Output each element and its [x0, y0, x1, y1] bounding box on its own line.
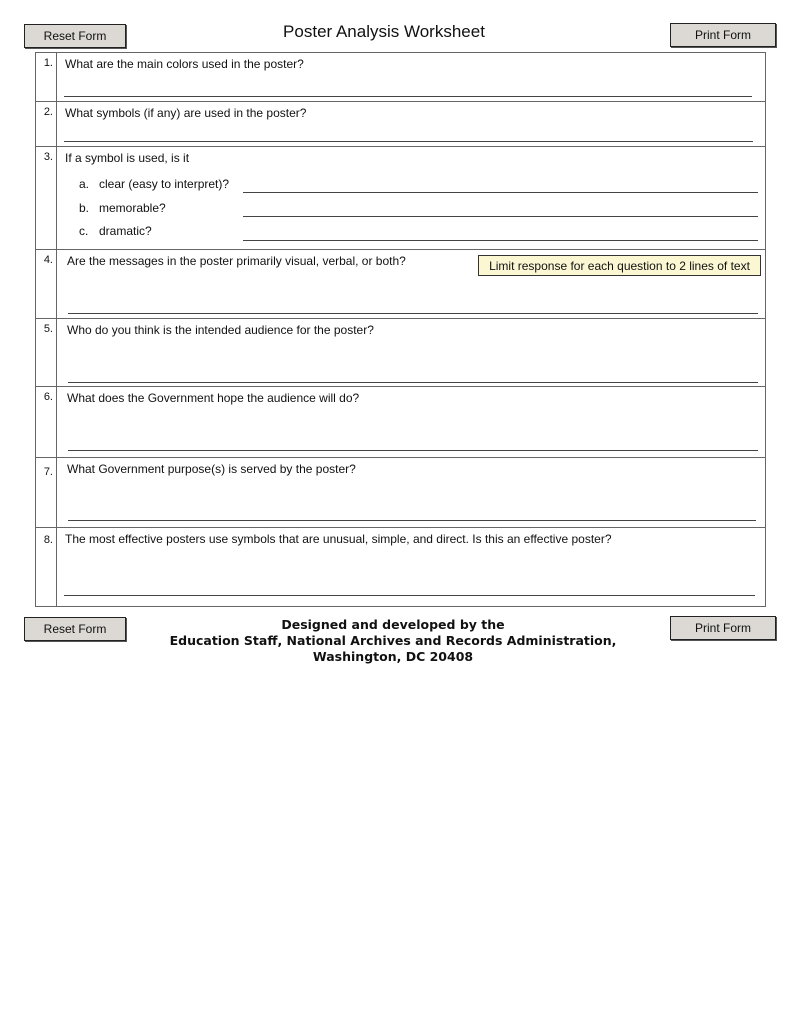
- sub-question-a: [79, 177, 229, 191]
- credits-line-3: Washington, DC 20408: [312, 649, 474, 664]
- question-text: What Government purpose(s) is served by the poster?: [67, 462, 356, 476]
- response-limit-note: Limit response for each question to 2 lines of text: [478, 255, 761, 276]
- credits-footer: [0, 617, 786, 665]
- question-row-5: [36, 319, 765, 387]
- sub-letter: a.: [79, 177, 90, 191]
- credits-line-2: Education Staff, National Archives and Records Administration,: [169, 633, 617, 648]
- answer-field-6[interactable]: [68, 450, 758, 451]
- question-number: 5.: [36, 319, 57, 386]
- question-row-4: [36, 250, 765, 319]
- question-text: What does the Government hope the audience will do?: [67, 391, 360, 405]
- question-number: 8.: [36, 528, 57, 606]
- sub-letter: c.: [79, 224, 89, 238]
- questions-table: [35, 52, 766, 607]
- question-row-8: [36, 528, 765, 606]
- question-row-2: [36, 102, 765, 147]
- question-number: 7.: [36, 458, 57, 527]
- question-number: 4.: [36, 250, 57, 318]
- sub-letter: b.: [79, 201, 90, 215]
- reset-form-button-bottom[interactable]: Reset Form: [24, 617, 126, 641]
- print-form-button-bottom[interactable]: Print Form: [670, 616, 776, 640]
- answer-field-1[interactable]: [64, 96, 752, 97]
- question-number: 1.: [36, 53, 57, 101]
- answer-field-4[interactable]: [68, 313, 758, 314]
- question-text: The most effective posters use symbols that are unusual, simple, and direct. Is this an effective poster?: [65, 532, 612, 546]
- question-row-1: [36, 53, 765, 102]
- question-text: If a symbol is used, is it: [65, 151, 190, 165]
- answer-field-2[interactable]: [64, 141, 753, 142]
- answer-field-3c[interactable]: [243, 240, 758, 241]
- question-number: 6.: [36, 387, 57, 457]
- sub-question-b: [79, 201, 166, 215]
- question-text: Are the messages in the poster primarily visual, verbal, or both?: [67, 254, 406, 268]
- answer-field-5[interactable]: [68, 382, 758, 383]
- sub-question-c: [79, 224, 152, 238]
- question-number: 3.: [36, 147, 57, 249]
- question-text: What are the main colors used in the poster?: [65, 57, 304, 71]
- answer-field-7[interactable]: [68, 520, 756, 521]
- question-row-7: [36, 458, 765, 528]
- answer-field-3a[interactable]: [243, 192, 758, 193]
- page-title: Poster Analysis Worksheet: [283, 22, 485, 41]
- sub-text: dramatic?: [99, 224, 152, 238]
- question-text: Who do you think is the intended audience for the poster?: [67, 323, 374, 337]
- question-row-3: [36, 147, 765, 250]
- answer-field-8[interactable]: [64, 595, 755, 596]
- sub-text: memorable?: [99, 201, 166, 215]
- sub-text: clear (easy to interpret)?: [99, 177, 230, 191]
- print-form-button[interactable]: Print Form: [670, 23, 776, 47]
- question-row-6: [36, 387, 765, 458]
- question-number: 2.: [36, 102, 57, 146]
- credits-line-1: Designed and developed by the: [281, 617, 505, 632]
- question-text: What symbols (if any) are used in the poster?: [65, 106, 307, 120]
- answer-field-3b[interactable]: [243, 216, 758, 217]
- reset-form-button[interactable]: Reset Form: [24, 24, 126, 48]
